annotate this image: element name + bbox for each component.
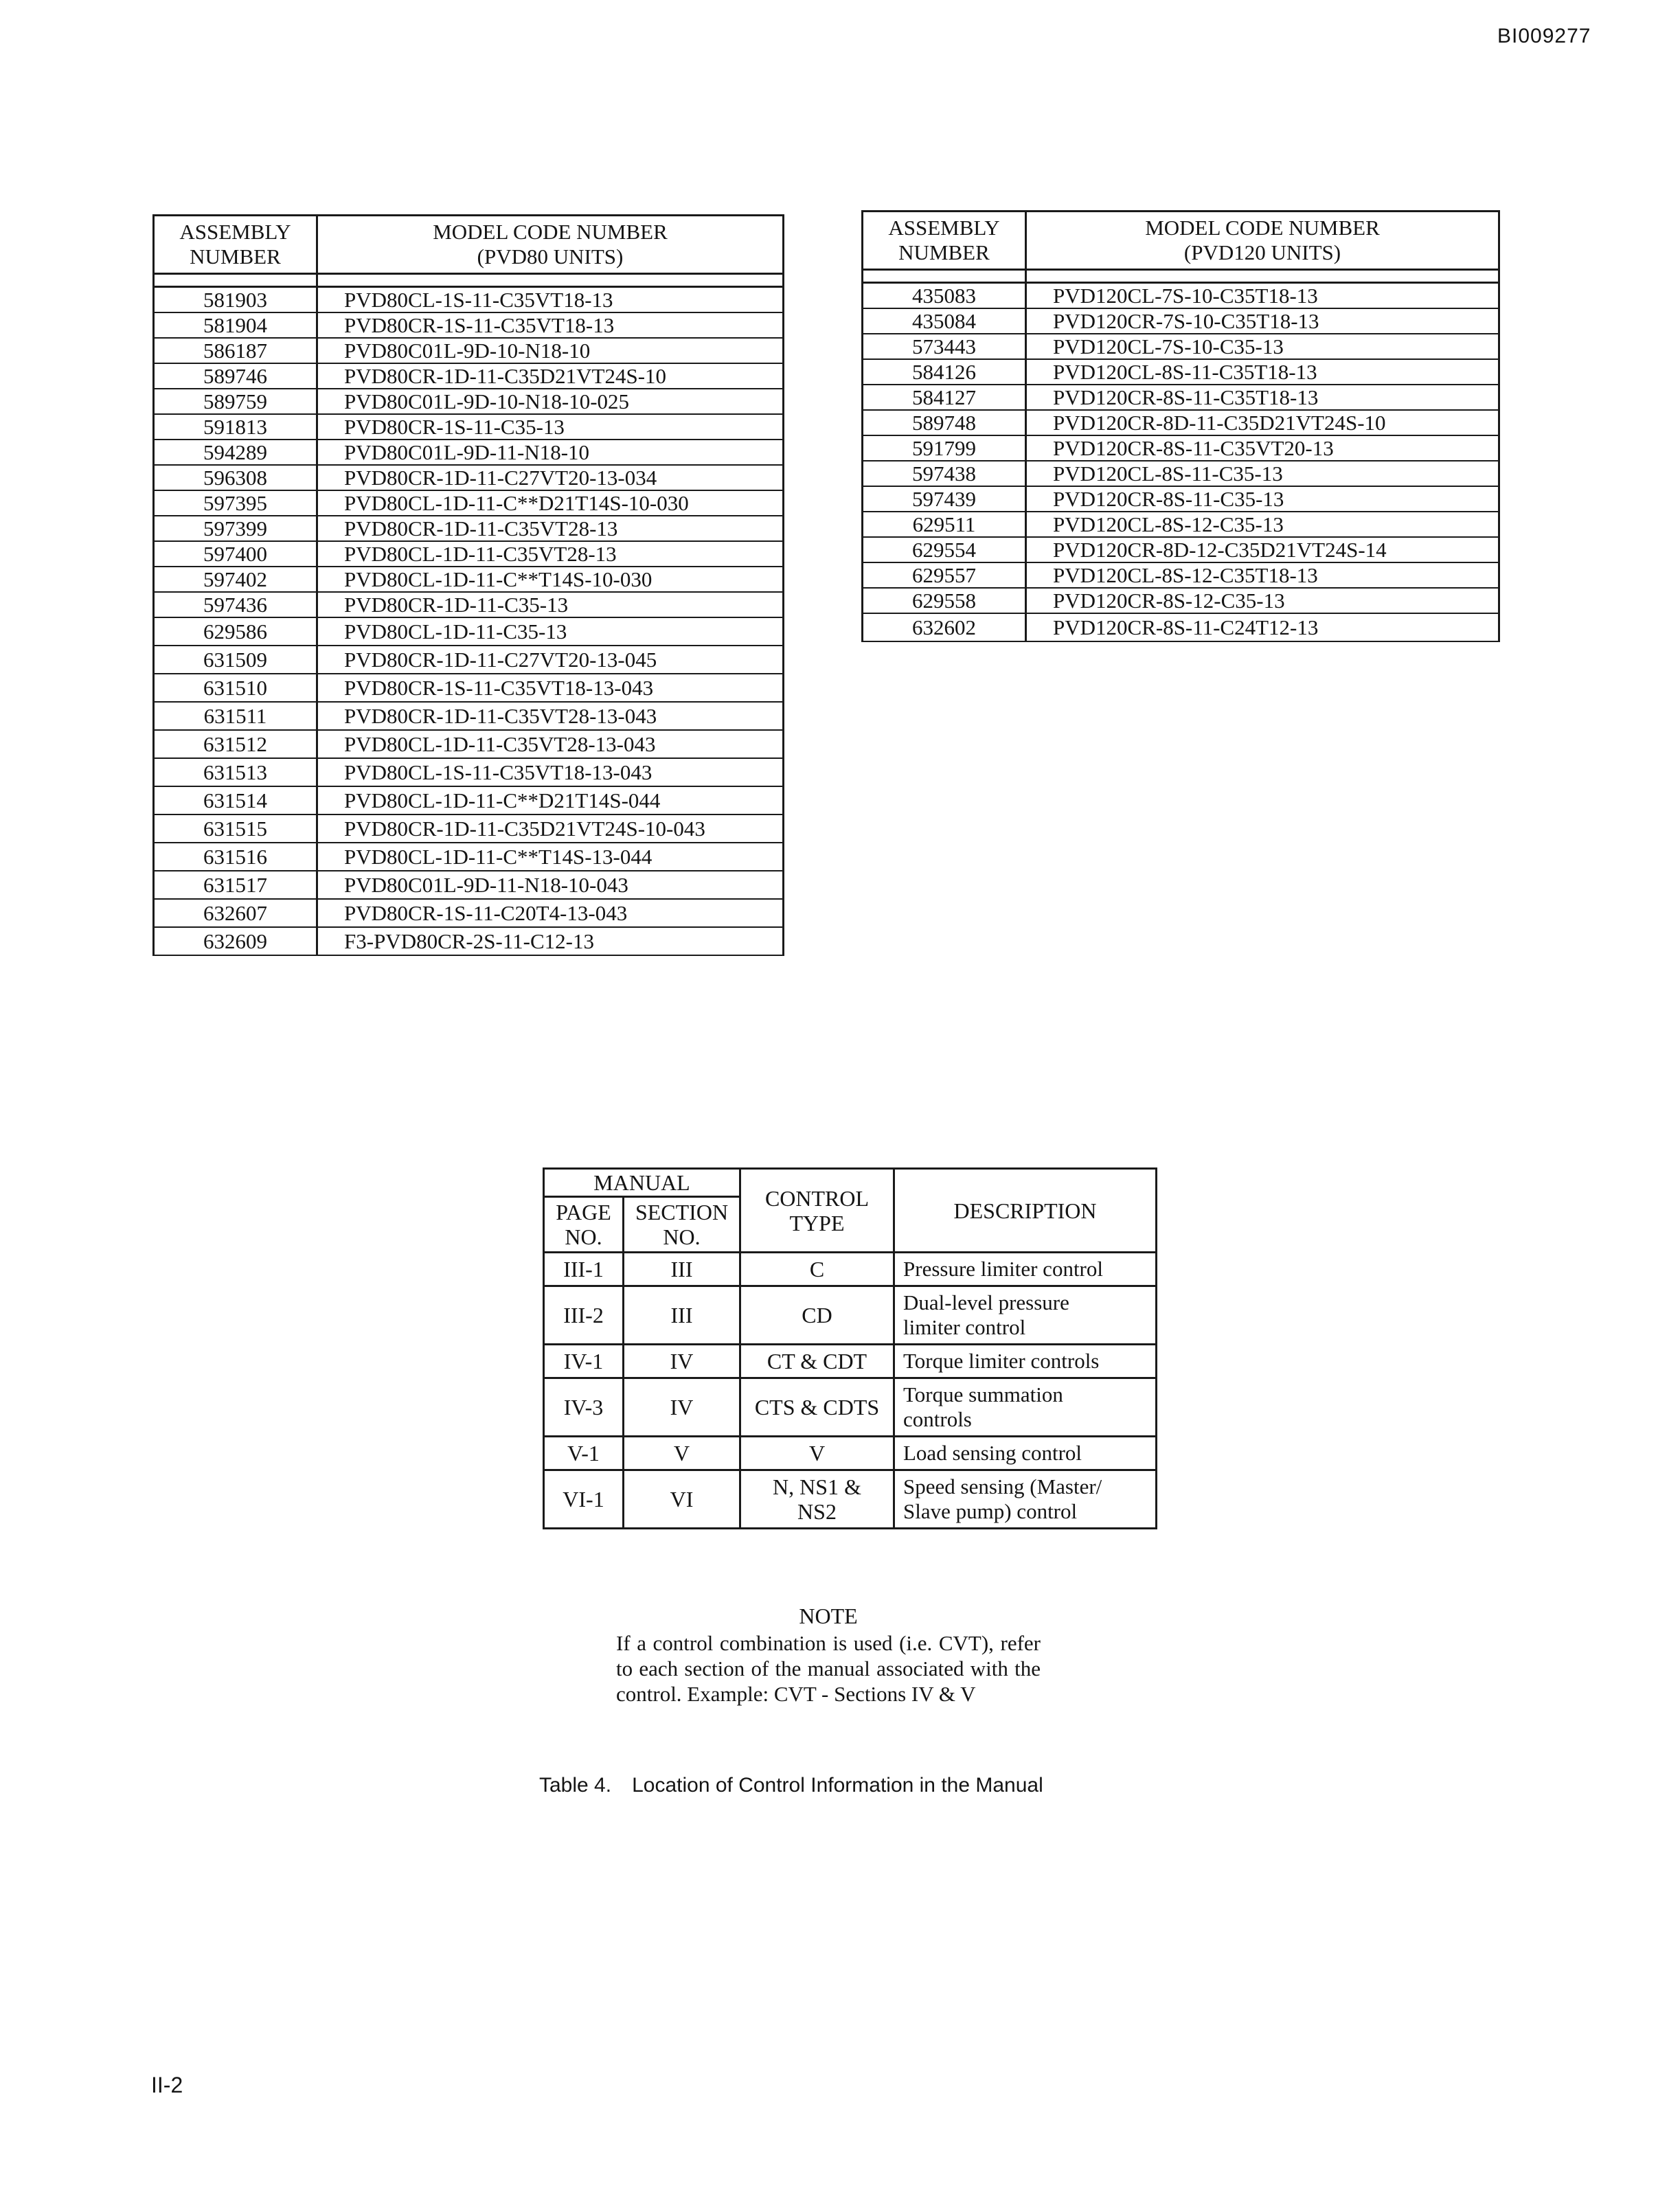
model-code-cell: PVD120CR-8S-12-C35-13 <box>1026 588 1499 613</box>
pvd80-table-body <box>154 274 784 956</box>
table-row <box>154 814 784 843</box>
cell-line: NS2 <box>797 1499 837 1524</box>
assembly-number-cell: 594289 <box>154 440 317 465</box>
assembly-number-cell: 631511 <box>154 702 317 730</box>
note-title: NOTE <box>799 1604 858 1628</box>
header-line: (PVD120 UNITS) <box>1183 240 1341 264</box>
page-no-cell: III-1 <box>544 1253 624 1286</box>
assembly-number-cell: 632609 <box>154 927 317 955</box>
table-header-row <box>863 212 1499 270</box>
model-code-cell: PVD80CL-1D-11-C**D21T14S-044 <box>317 786 784 814</box>
control-type-header <box>740 1169 894 1253</box>
table-row <box>154 312 784 338</box>
table-header-row <box>154 216 784 274</box>
model-code-cell: PVD80CL-1D-11-C35VT28-13 <box>317 541 784 567</box>
control-type-cell <box>740 1378 894 1437</box>
model-code-cell: PVD80C01L-9D-11-N18-10 <box>317 440 784 465</box>
spacer-row <box>154 274 784 287</box>
assembly-number-cell: 631513 <box>154 758 317 786</box>
model-code-cell: PVD120CR-8S-11-C35-13 <box>1026 486 1499 512</box>
table-row <box>154 567 784 592</box>
pvd120-assembly-table <box>861 210 1500 642</box>
model-code-cell: PVD80CL-1D-11-C35VT28-13-043 <box>317 730 784 758</box>
table-row <box>544 1437 1157 1470</box>
table-row <box>544 1286 1157 1345</box>
table-row <box>863 359 1499 385</box>
model-code-cell: PVD120CL-8S-11-C35T18-13 <box>1026 359 1499 385</box>
model-code-cell: PVD80CR-1D-11-C35VT28-13 <box>317 516 784 541</box>
header-line: MODEL CODE NUMBER <box>1145 216 1380 240</box>
model-code-cell: PVD80CR-1S-11-C35VT18-13 <box>317 312 784 338</box>
table-row <box>863 334 1499 359</box>
table-row <box>544 1378 1157 1437</box>
model-code-cell: PVD80C01L-9D-10-N18-10-025 <box>317 389 784 414</box>
assembly-number-header <box>863 212 1026 270</box>
model-code-cell: PVD80CR-1D-11-C35D21VT24S-10-043 <box>317 814 784 843</box>
table-row <box>154 490 784 516</box>
table-row <box>544 1253 1157 1286</box>
model-code-cell: PVD120CL-8S-11-C35-13 <box>1026 461 1499 486</box>
model-code-cell: PVD80CL-1S-11-C35VT18-13 <box>317 287 784 313</box>
description-cell <box>894 1345 1157 1378</box>
model-code-cell: PVD80C01L-9D-11-N18-10-043 <box>317 871 784 899</box>
header-line: ASSEMBLY <box>179 220 291 244</box>
cell-line: Torque summation <box>903 1382 1063 1406</box>
table-row <box>154 516 784 541</box>
assembly-number-cell: 591799 <box>863 435 1026 461</box>
caption-text: Location of Control Information in the Manual <box>632 1774 1043 1797</box>
table-row <box>154 899 784 927</box>
cell-line: Load sensing control <box>903 1441 1082 1465</box>
control-table-body <box>544 1253 1157 1529</box>
cell-line: V <box>808 1441 826 1466</box>
assembly-number-cell: 632602 <box>863 613 1026 641</box>
assembly-number-cell: 597402 <box>154 567 317 592</box>
header-line: MODEL CODE NUMBER <box>433 220 668 244</box>
assembly-number-cell: 589748 <box>863 410 1026 435</box>
model-code-cell: PVD80CR-1S-11-C20T4-13-043 <box>317 899 784 927</box>
description-cell <box>894 1470 1157 1529</box>
assembly-number-cell: 631516 <box>154 843 317 871</box>
table-row <box>863 385 1499 410</box>
table-row <box>154 702 784 730</box>
assembly-number-cell: 631515 <box>154 814 317 843</box>
model-code-cell: PVD80CR-1D-11-C27VT20-13-045 <box>317 646 784 674</box>
assembly-number-cell: 435084 <box>863 308 1026 334</box>
table-row <box>863 537 1499 562</box>
table-row <box>154 389 784 414</box>
table-row <box>544 1470 1157 1529</box>
table-row <box>544 1345 1157 1378</box>
table-row <box>863 435 1499 461</box>
model-code-header <box>1026 212 1499 270</box>
table-row <box>863 512 1499 537</box>
table-row <box>863 486 1499 512</box>
header-line: NUMBER <box>190 244 281 269</box>
assembly-number-cell: 584126 <box>863 359 1026 385</box>
table-row <box>154 287 784 313</box>
table-row <box>154 541 784 567</box>
table-row <box>154 465 784 490</box>
model-code-cell: PVD120CR-8D-12-C35D21VT24S-14 <box>1026 537 1499 562</box>
cell-line: Slave pump) control <box>903 1499 1078 1523</box>
header-line: NO. <box>565 1224 602 1249</box>
cell-line: CT & CDT <box>767 1349 867 1374</box>
assembly-number-cell: 573443 <box>863 334 1026 359</box>
header-line: (PVD80 UNITS) <box>477 244 624 269</box>
assembly-number-cell: 584127 <box>863 385 1026 410</box>
model-code-cell: PVD80CR-1D-11-C35VT28-13-043 <box>317 702 784 730</box>
assembly-number-cell: 629554 <box>863 537 1026 562</box>
note-block <box>616 1604 1041 1707</box>
model-code-cell: PVD80CR-1D-11-C27VT20-13-034 <box>317 465 784 490</box>
table-row <box>154 674 784 702</box>
cell-line: C <box>809 1257 825 1281</box>
control-type-cell <box>740 1253 894 1286</box>
assembly-number-cell: 586187 <box>154 338 317 363</box>
table-row <box>863 588 1499 613</box>
description-cell <box>894 1286 1157 1345</box>
control-type-cell <box>740 1470 894 1529</box>
cell-line: controls <box>903 1407 972 1431</box>
assembly-number-cell: 597439 <box>863 486 1026 512</box>
control-location-table <box>543 1167 1157 1529</box>
table-row <box>154 730 784 758</box>
assembly-number-cell: 597399 <box>154 516 317 541</box>
caption-label: Table 4. <box>539 1774 612 1797</box>
section-no-cell: IV <box>624 1378 740 1437</box>
document-id: BI009277 <box>1497 25 1591 47</box>
model-code-cell: PVD80CL-1D-11-C35-13 <box>317 617 784 646</box>
assembly-number-cell: 597395 <box>154 490 317 516</box>
model-code-cell: PVD120CR-8D-11-C35D21VT24S-10 <box>1026 410 1499 435</box>
model-code-cell: PVD120CL-7S-10-C35T18-13 <box>1026 283 1499 309</box>
cell-line: CD <box>802 1303 832 1327</box>
spacer-cell <box>154 274 317 287</box>
section-no-header <box>624 1197 740 1253</box>
model-code-cell: PVD80CL-1S-11-C35VT18-13-043 <box>317 758 784 786</box>
assembly-number-cell: 589759 <box>154 389 317 414</box>
assembly-number-cell: 631509 <box>154 646 317 674</box>
cell-line: Torque limiter controls <box>903 1349 1100 1373</box>
model-code-cell: PVD80CL-1D-11-C**D21T14S-10-030 <box>317 490 784 516</box>
header-line: CONTROL <box>764 1185 870 1211</box>
header-line: SECTION <box>635 1200 729 1224</box>
model-code-cell: PVD120CL-8S-12-C35T18-13 <box>1026 562 1499 588</box>
page-no-cell: V-1 <box>544 1437 624 1470</box>
assembly-number-cell: 597438 <box>863 461 1026 486</box>
cell-line: limiter control <box>903 1315 1026 1339</box>
spacer-row <box>863 270 1499 283</box>
page-no-header <box>544 1197 624 1253</box>
model-code-cell: PVD120CR-8S-11-C24T12-13 <box>1026 613 1499 641</box>
header-line: NUMBER <box>898 240 990 264</box>
cell-line: Pressure limiter control <box>903 1257 1103 1281</box>
control-type-cell <box>740 1286 894 1345</box>
description-header: DESCRIPTION <box>894 1169 1157 1253</box>
table-header-row <box>544 1169 1157 1197</box>
assembly-number-cell: 629558 <box>863 588 1026 613</box>
description-cell <box>894 1253 1157 1286</box>
table-row <box>863 410 1499 435</box>
section-no-cell: III <box>624 1253 740 1286</box>
table-row <box>863 308 1499 334</box>
section-no-cell: V <box>624 1437 740 1470</box>
table-row <box>863 283 1499 309</box>
table-row <box>154 338 784 363</box>
table-row <box>154 363 784 389</box>
model-code-cell: PVD120CR-8S-11-C35T18-13 <box>1026 385 1499 410</box>
pvd80-assembly-table <box>152 214 784 956</box>
section-no-cell: III <box>624 1286 740 1345</box>
table-row <box>863 562 1499 588</box>
spacer-cell <box>317 274 784 287</box>
table-row <box>154 927 784 955</box>
table-row <box>154 414 784 440</box>
table-row <box>154 646 784 674</box>
page-no-cell: IV-3 <box>544 1378 624 1437</box>
header-line: NO. <box>663 1224 701 1249</box>
model-code-cell: PVD80CR-1D-11-C35D21VT24S-10 <box>317 363 784 389</box>
pvd120-table-body <box>863 270 1499 642</box>
model-code-cell: F3-PVD80CR-2S-11-C12-13 <box>317 927 784 955</box>
assembly-number-cell: 632607 <box>154 899 317 927</box>
table-row <box>863 613 1499 641</box>
control-type-cell <box>740 1437 894 1470</box>
model-code-cell: PVD80CL-1D-11-C**T14S-10-030 <box>317 567 784 592</box>
cell-line: CTS & CDTS <box>754 1395 880 1420</box>
model-code-cell: PVD120CR-7S-10-C35T18-13 <box>1026 308 1499 334</box>
assembly-number-cell: 581903 <box>154 287 317 313</box>
assembly-number-cell: 597436 <box>154 592 317 617</box>
header-line: TYPE <box>789 1210 845 1235</box>
assembly-number-cell: 581904 <box>154 312 317 338</box>
assembly-number-header <box>154 216 317 274</box>
assembly-number-cell: 435083 <box>863 283 1026 309</box>
table-row <box>154 440 784 465</box>
model-code-header <box>317 216 784 274</box>
table-row <box>154 592 784 617</box>
page-no-cell: III-2 <box>544 1286 624 1345</box>
table-row <box>863 461 1499 486</box>
control-type-cell <box>740 1345 894 1378</box>
assembly-number-cell: 589746 <box>154 363 317 389</box>
assembly-number-cell: 591813 <box>154 414 317 440</box>
cell-line: N, NS1 & <box>773 1474 861 1499</box>
page-number: II-2 <box>151 2073 183 2097</box>
note-text: If a control combination is used (i.e. CVT), refer to each section of the manual associated with the control. Example: CVT - Sections IV & V <box>616 1631 1041 1706</box>
model-code-cell: PVD80CL-1D-11-C**T14S-13-044 <box>317 843 784 871</box>
table-caption <box>539 1774 1064 1797</box>
table-row <box>154 843 784 871</box>
assembly-number-cell: 629586 <box>154 617 317 646</box>
model-code-cell: PVD120CL-7S-10-C35-13 <box>1026 334 1499 359</box>
model-code-cell: PVD80CR-1D-11-C35-13 <box>317 592 784 617</box>
section-no-cell: VI <box>624 1470 740 1529</box>
assembly-number-cell: 631517 <box>154 871 317 899</box>
header-line: PAGE <box>556 1200 611 1224</box>
assembly-number-cell: 631510 <box>154 674 317 702</box>
table-row <box>154 871 784 899</box>
assembly-number-cell: 629557 <box>863 562 1026 588</box>
assembly-number-cell: 597400 <box>154 541 317 567</box>
assembly-number-cell: 629511 <box>863 512 1026 537</box>
table-row <box>154 617 784 646</box>
model-code-cell: PVD80CR-1S-11-C35VT18-13-043 <box>317 674 784 702</box>
model-code-cell: PVD80CR-1S-11-C35-13 <box>317 414 784 440</box>
assembly-number-cell: 631514 <box>154 786 317 814</box>
assembly-number-cell: 596308 <box>154 465 317 490</box>
table-row <box>154 786 784 814</box>
manual-header: MANUAL <box>544 1169 740 1197</box>
cell-line: Speed sensing (Master/ <box>903 1474 1102 1498</box>
model-code-cell: PVD120CR-8S-11-C35VT20-13 <box>1026 435 1499 461</box>
description-cell <box>894 1378 1157 1437</box>
section-no-cell: IV <box>624 1345 740 1378</box>
spacer-cell <box>1026 270 1499 283</box>
assembly-number-cell: 631512 <box>154 730 317 758</box>
table-row <box>154 758 784 786</box>
page-no-cell: VI-1 <box>544 1470 624 1529</box>
header-line: ASSEMBLY <box>888 216 1000 240</box>
description-cell <box>894 1437 1157 1470</box>
cell-line: Dual-level pressure <box>903 1290 1069 1314</box>
model-code-cell: PVD120CL-8S-12-C35-13 <box>1026 512 1499 537</box>
model-code-cell: PVD80C01L-9D-10-N18-10 <box>317 338 784 363</box>
page-no-cell: IV-1 <box>544 1345 624 1378</box>
spacer-cell <box>863 270 1026 283</box>
